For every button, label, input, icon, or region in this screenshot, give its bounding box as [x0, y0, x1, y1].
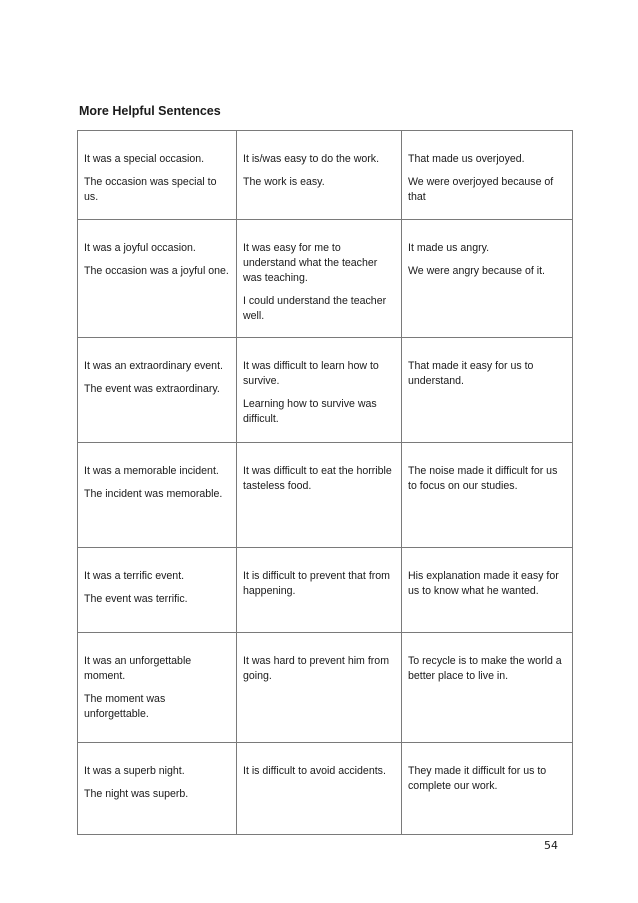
- sentence: The noise made it difficult for us to focus on our studies.: [408, 465, 558, 492]
- table-cell: [78, 338, 237, 443]
- table-cell: [78, 220, 237, 338]
- sentence: The occasion was special to us.: [84, 176, 217, 203]
- sentence: It made us angry.: [408, 242, 490, 254]
- table-cell: [402, 548, 573, 633]
- table-cell: [78, 443, 237, 548]
- sentence: We were angry because of it.: [408, 265, 546, 277]
- sentence: It was a terrific event.: [84, 570, 185, 582]
- table-cell: [237, 338, 402, 443]
- sentence: It was a special occasion.: [84, 153, 205, 165]
- sentence: Learning how to survive was difficult.: [243, 398, 377, 425]
- sentence: It was hard to prevent him from going.: [243, 655, 390, 682]
- table-row: [78, 443, 573, 548]
- table-cell: [78, 633, 237, 743]
- table-row: [78, 743, 573, 835]
- sentence: The incident was memorable.: [84, 488, 223, 500]
- sentence: It is/was easy to do the work.: [243, 153, 380, 165]
- table-cell: [78, 131, 237, 220]
- table-cell: [237, 131, 402, 220]
- sentence: I could understand the teacher well.: [243, 295, 387, 322]
- table-cell: [237, 443, 402, 548]
- table-row: [78, 548, 573, 633]
- table-cell: [78, 548, 237, 633]
- sentence: We were overjoyed because of that: [408, 176, 554, 203]
- table-cell: [237, 220, 402, 338]
- table-cell: [402, 633, 573, 743]
- sentence: The event was extraordinary.: [84, 383, 220, 395]
- table-cell: [402, 220, 573, 338]
- sentence: It is difficult to avoid accidents.: [243, 765, 386, 777]
- sentence: It is difficult to prevent that from happening.: [243, 570, 391, 597]
- table-row: [78, 131, 573, 220]
- sentence: To recycle is to make the world a better place to live in.: [408, 655, 562, 682]
- table-cell: [78, 743, 237, 835]
- table-cell: [237, 743, 402, 835]
- table-cell: [402, 131, 573, 220]
- sentence: That made it easy for us to understand.: [408, 360, 534, 387]
- sentences-table: [77, 130, 573, 835]
- page-number: 54: [544, 839, 558, 852]
- table-cell: [237, 633, 402, 743]
- sentence: It was an unforgettable moment.: [84, 655, 192, 682]
- table-cell: [402, 743, 573, 835]
- sentence: It was a joyful occasion.: [84, 242, 196, 254]
- sentence: It was an extraordinary event.: [84, 360, 223, 372]
- sentence: The occasion was a joyful one.: [84, 265, 229, 277]
- sentence: It was difficult to eat the horrible tasteless food.: [243, 465, 392, 492]
- table-row: [78, 633, 573, 743]
- table-row: [78, 338, 573, 443]
- sentence: The night was superb.: [84, 788, 189, 800]
- table-cell: [237, 548, 402, 633]
- sentence: His explanation made it easy for us to know what he wanted.: [408, 570, 559, 597]
- table-cell: [402, 338, 573, 443]
- sentence: It was easy for me to understand what the teacher was teaching.: [243, 242, 378, 284]
- sentence: It was a superb night.: [84, 765, 185, 777]
- sentence: The event was terrific.: [84, 593, 188, 605]
- sentence: They made it difficult for us to complete our work.: [408, 765, 547, 792]
- sentence: The work is easy.: [243, 176, 325, 188]
- sentence: It was difficult to learn how to survive.: [243, 360, 379, 387]
- table-cell: [402, 443, 573, 548]
- sentence: The moment was unforgettable.: [84, 693, 166, 720]
- page-title: More Helpful Sentences: [79, 104, 221, 118]
- sentence: That made us overjoyed.: [408, 153, 525, 165]
- table-row: [78, 220, 573, 338]
- sentence: It was a memorable incident.: [84, 465, 219, 477]
